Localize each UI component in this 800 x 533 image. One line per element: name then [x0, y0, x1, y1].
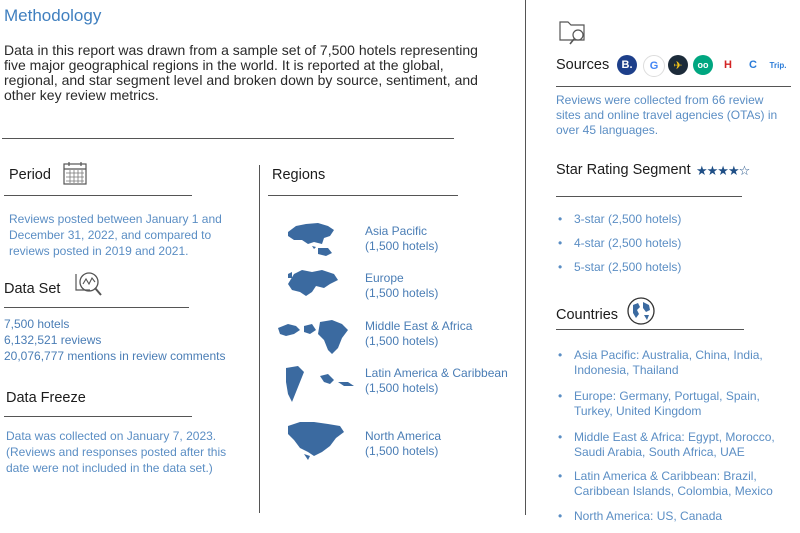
region-count: (1,500 hotels) — [365, 381, 439, 395]
freeze-heading: Data Freeze — [6, 390, 86, 406]
list-item: • North America: US, Canada — [558, 509, 723, 523]
dataset-line: 6,132,521 reviews — [4, 333, 102, 347]
region-count: (1,500 hotels) — [365, 334, 439, 348]
sources-heading: Sources — [556, 57, 610, 73]
divider — [268, 195, 458, 196]
period-text: Reviews posted between January 1 and December 31, 2022, and compared to reviews posted in 2019 and 2021. — [9, 212, 222, 258]
europe-map-icon — [282, 266, 342, 302]
region-name: Middle East & Africa — [365, 319, 473, 333]
list-item: • Asia Pacific: Australia, China, India, Indonesia, Thailand — [558, 348, 763, 377]
calendar-icon — [62, 160, 88, 186]
region-count: (1,500 hotels) — [365, 239, 439, 253]
globe-icon — [626, 296, 656, 326]
list-item: • 4-star (2,500 hotels) — [558, 236, 682, 250]
hotels-com-logo-icon: H — [718, 55, 738, 75]
divider — [556, 329, 744, 330]
divider — [2, 138, 454, 139]
divider — [556, 196, 742, 197]
list-item: • 5-star (2,500 hotels) — [558, 260, 682, 274]
region-name: Europe — [365, 271, 404, 285]
period-heading: Period — [9, 167, 51, 183]
dataset-line: 20,076,777 mentions in review comments — [4, 349, 226, 363]
divider — [4, 307, 189, 308]
dataset-line: 7,500 hotels — [4, 317, 70, 331]
middle-east-africa-map-icon — [276, 316, 356, 356]
list-item: • Europe: Germany, Portugal, Spain, Turkey, United Kingdom — [558, 389, 760, 418]
divider — [259, 165, 260, 513]
folder-search-icon — [558, 14, 590, 46]
tripadvisor-logo-icon: oo — [693, 55, 713, 75]
north-america-map-icon — [284, 418, 348, 462]
page-title: Methodology — [4, 6, 102, 25]
region-name: Asia Pacific — [365, 224, 428, 238]
countries-heading: Countries — [556, 307, 619, 323]
asia-pacific-map-icon — [284, 218, 336, 258]
sources-text: Reviews were collected from 66 review sites and online travel agencies (OTAs) in over 45 languages. — [556, 93, 778, 137]
latin-america-map-icon — [284, 364, 364, 404]
region-count: (1,500 hotels) — [365, 286, 439, 300]
booking-logo-icon: B. — [617, 55, 637, 75]
google-logo-icon: G — [643, 55, 665, 77]
freeze-text: Data was collected on January 7, 2023. (Reviews and responses posted after this date were not included in the data set.) — [6, 429, 227, 475]
dataset-heading: Data Set — [4, 281, 61, 297]
star-rating-heading: Star Rating Segment — [556, 162, 691, 178]
region-count: (1,500 hotels) — [365, 444, 439, 458]
intro-text: Data in this report was drawn from a sample set of 7,500 hotels representing five major geographical regions in the world. It is reported at the global, regional, and star segment level and broken down by source, sentiment, and other key review metrics. — [4, 42, 478, 103]
expedia-logo-icon: ✈ — [668, 55, 688, 75]
list-item: • Latin America & Caribbean: Brazil, Caribbean Islands, Colombia, Mexico — [558, 469, 773, 498]
magnifier-chart-icon — [70, 268, 104, 302]
divider — [4, 416, 192, 417]
trip-com-logo-icon: Trip. — [768, 55, 788, 75]
region-name: Latin America & Caribbean — [365, 366, 508, 380]
star-rating-icon: ★★★★☆ — [696, 163, 750, 178]
regions-heading: Regions — [272, 167, 326, 183]
divider — [525, 0, 526, 515]
region-name: North America — [365, 429, 442, 443]
divider — [556, 86, 791, 87]
list-item: • 3-star (2,500 hotels) — [558, 212, 682, 226]
divider — [4, 195, 192, 196]
list-item: • Middle East & Africa: Egypt, Morocco, Saudi Arabia, South Africa, UAE — [558, 430, 775, 459]
ctrip-logo-icon: C — [743, 55, 763, 75]
